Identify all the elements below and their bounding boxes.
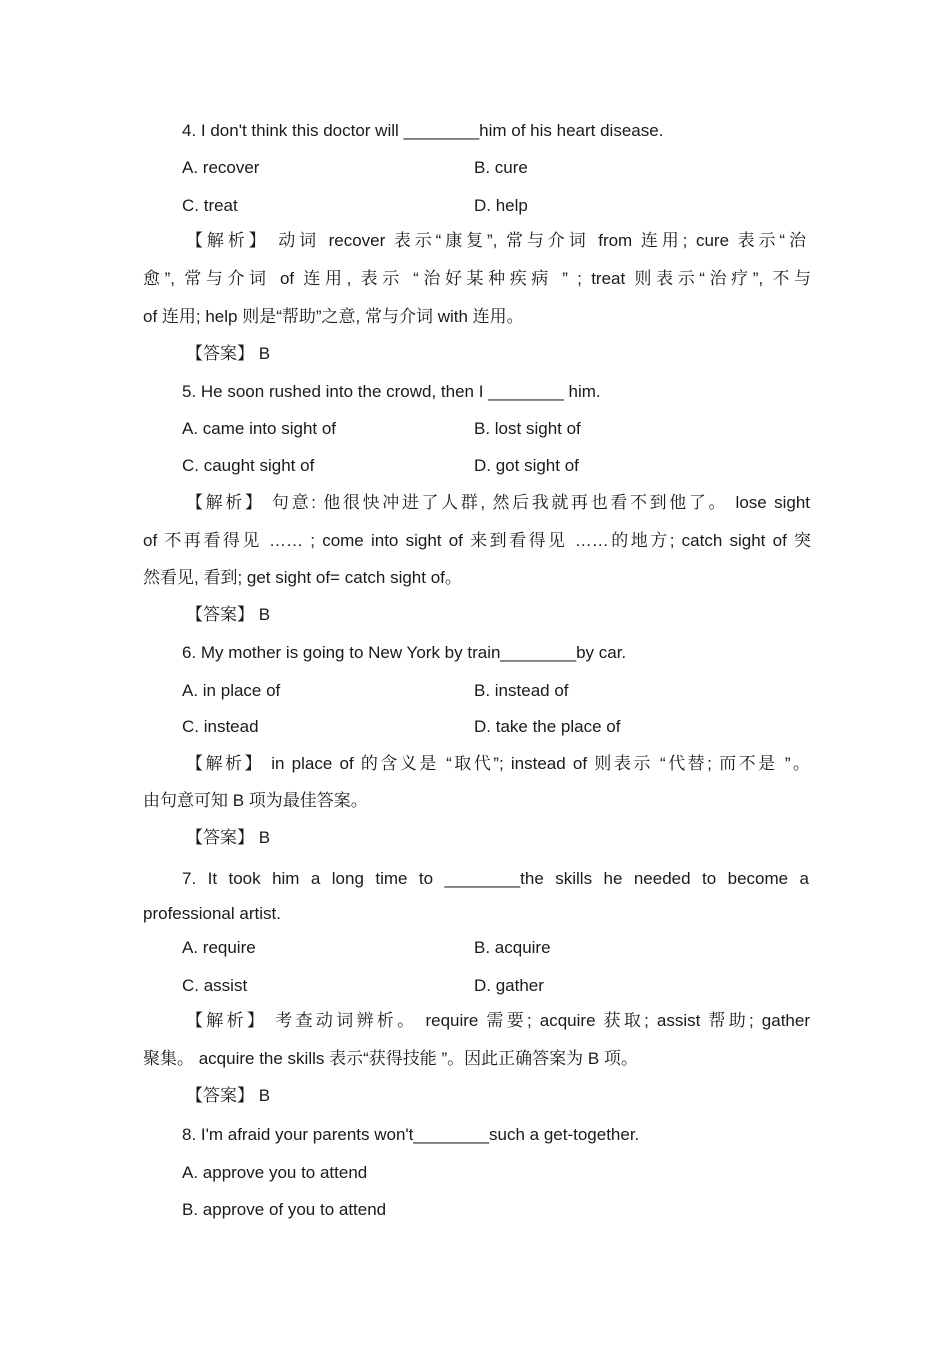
question-5-explanation-line-3: 然看见, 看到; get sight of= catch sight of。 [143, 568, 462, 587]
question-5-explanation-line-2: of 不再看得见 …… ; come into sight of 来到看得见 ……的地方; catch sight of 突 [143, 531, 811, 550]
question-7-explanation-line-1: 【解析】 考查动词辨析。 require 需要; acquire 获取; assist 帮助; gather [186, 1011, 810, 1030]
question-5-option-c: C. caught sight of [182, 456, 315, 475]
question-5-explanation-line-1: 【解析】 句意: 他很快冲进了人群, 然后我就再也看不到他了。 lose sight [186, 493, 810, 512]
question-4-stem: 4. I don't think this doctor will ________him of his heart disease. [182, 121, 664, 140]
question-7-option-a: A. require [182, 938, 256, 957]
question-6-explanation-line-2: 由句意可知 B 项为最佳答案。 [143, 791, 368, 810]
question-6-option-b: B. instead of [474, 681, 569, 700]
question-6-option-a: A. in place of [182, 681, 281, 700]
question-4-explanation-line-3: of 连用; help 则是“帮助”之意, 常与介词 with 连用。 [143, 307, 524, 326]
question-7-option-d: D. gather [474, 976, 544, 995]
question-5-option-d: D. got sight of [474, 456, 579, 475]
question-6-stem: 6. My mother is going to New York by train________by car. [182, 643, 627, 662]
question-8-option-a: A. approve you to attend [182, 1163, 368, 1182]
question-7-option-b: B. acquire [474, 938, 551, 957]
question-7-explanation-line-2: 聚集。 acquire the skills 表示“获得技能 ”。因此正确答案为 B 项。 [143, 1049, 638, 1068]
question-7-answer: 【答案】 B [186, 1086, 271, 1105]
question-8-stem: 8. I'm afraid your parents won't________such a get-together. [182, 1125, 640, 1144]
question-4-option-b: B. cure [474, 158, 528, 177]
question-4-option-a: A. recover [182, 158, 260, 177]
question-7-stem-line-1: 7. It took him a long time to ________the skills he needed to become a [182, 869, 809, 888]
question-5-option-b: B. lost sight of [474, 419, 581, 438]
question-4-explanation-line-2: 愈”, 常与介词 of 连用, 表示 “治好某种疾病 ” ; treat 则表示“治疗”, 不与 [143, 269, 811, 288]
question-4-option-c: C. treat [182, 196, 238, 215]
question-6-option-d: D. take the place of [474, 717, 621, 736]
question-6-answer: 【答案】 B [186, 828, 271, 847]
question-6-option-c: C. instead [182, 717, 259, 736]
question-5-stem: 5. He soon rushed into the crowd, then I ________ him. [182, 382, 601, 401]
question-6-explanation-line-1: 【解析】 in place of 的含义是 “取代”; instead of 则表示 “代替; 而不是 ”。 [186, 754, 810, 773]
question-4-option-d: D. help [474, 196, 528, 215]
question-7-option-c: C. assist [182, 976, 248, 995]
question-8-option-b: B. approve of you to attend [182, 1200, 387, 1219]
question-5-option-a: A. came into sight of [182, 419, 337, 438]
question-4-answer: 【答案】 B [186, 344, 271, 363]
question-5-answer: 【答案】 B [186, 605, 271, 624]
question-4-explanation-line-1: 【解析】 动词 recover 表示“康复”, 常与介词 from 连用; cure 表示“治 [186, 231, 806, 250]
question-7-stem-line-2: professional artist. [143, 904, 281, 923]
